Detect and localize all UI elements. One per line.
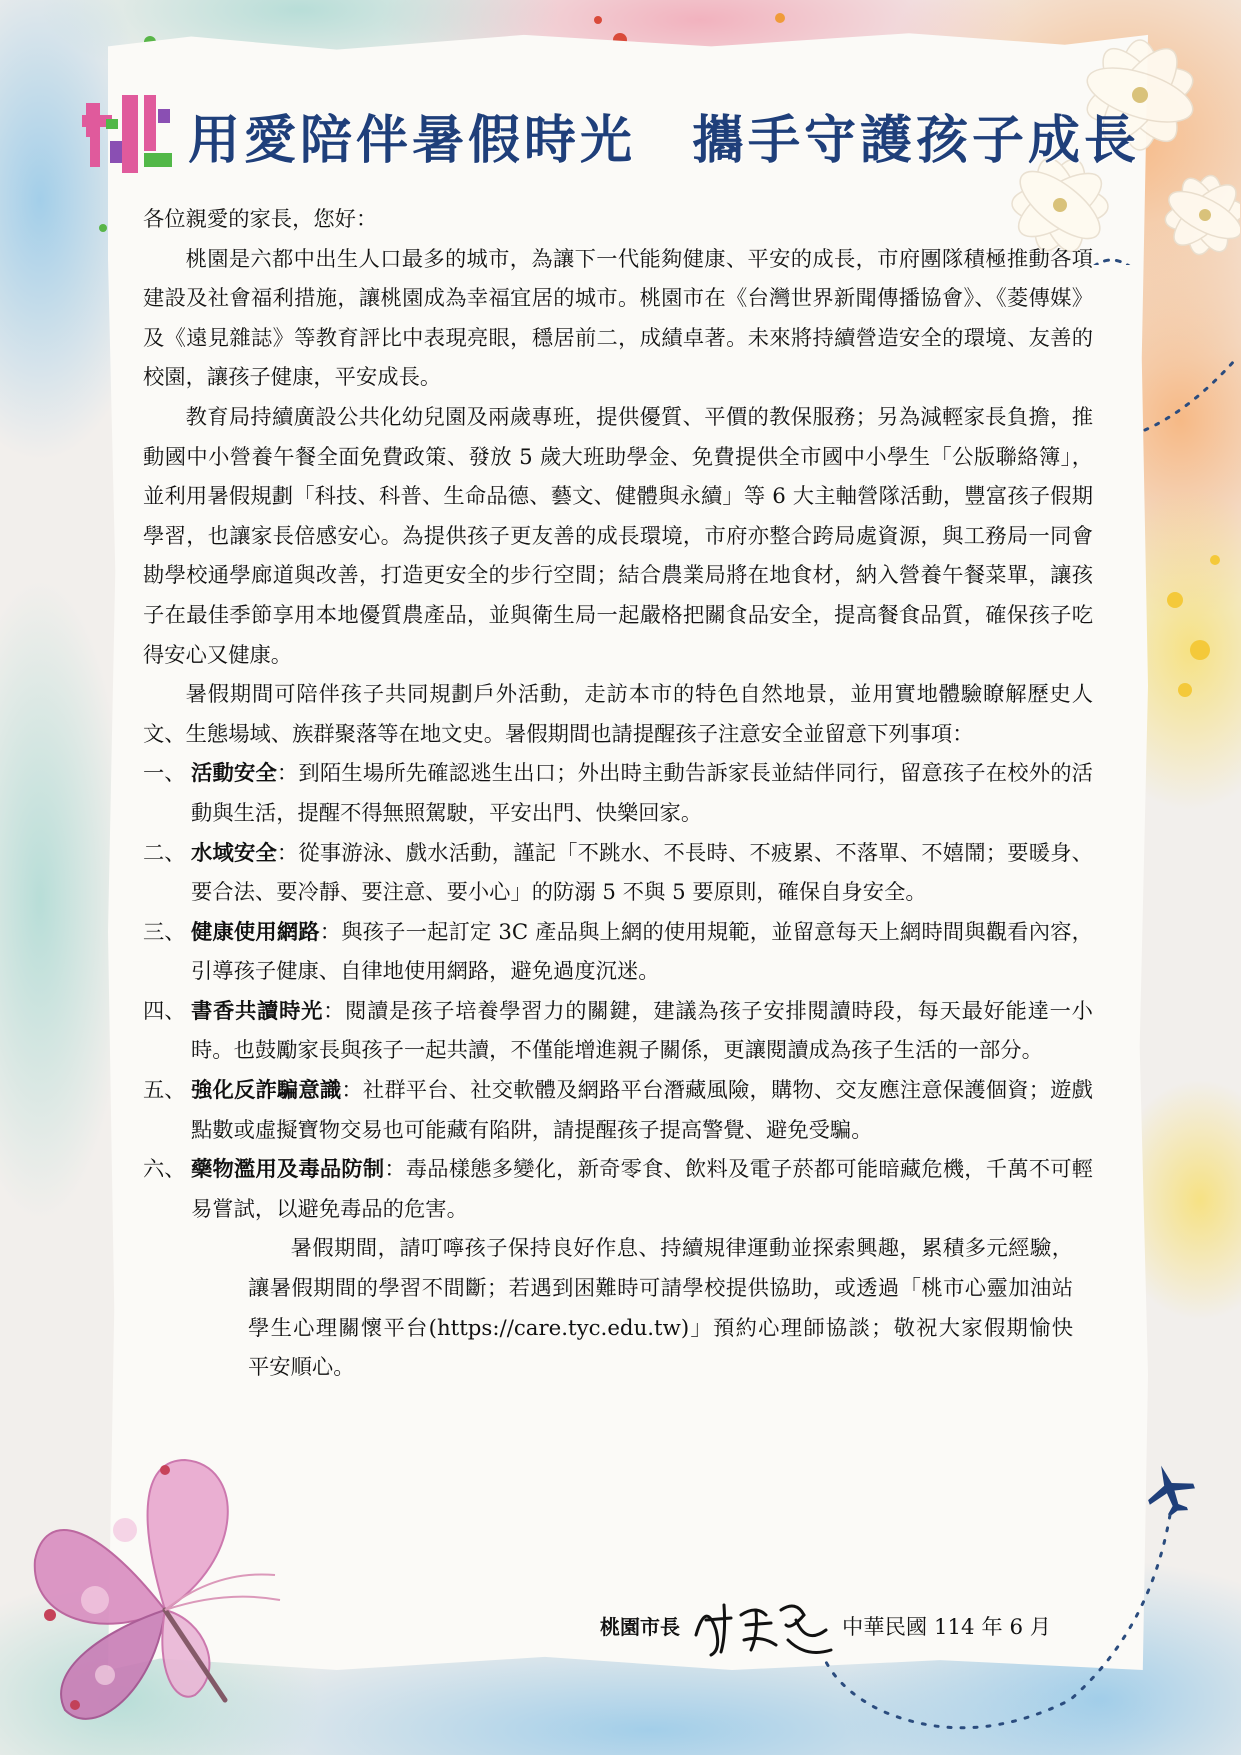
page-title: 用愛陪伴暑假時光 攜手守護孩子成長 [188, 110, 1141, 171]
item-text: ：從事游泳、戲水活動，謹記「不跳水、不長時、不疲累、不落單、不嬉鬧；要暖身、要合法、要冷靜、要注意、要小心」的防溺 5 不與 5 要原則，確保自身安全。 [191, 840, 1093, 906]
closing-section [248, 1229, 1095, 1387]
item-heading: 強化反詐騙意識 [191, 1078, 342, 1104]
paragraph-2: 教育局持續廣設公共化幼兒園及兩歲專班，提供優質、平價的教保服務；另為減輕家長負擔，推動國中小營養午餐全面免費政策、發放 5 歲大班助學金、免費提供全市國中小學生「公版聯絡簿」，並利用暑假規劃「科技、科普、生命品德、藝文、健體與永續」等 6 大主軸營隊活動，豐富孩子假期學習，也讓家長倍感安心。為提供孩子更友善的成長環境，市府亦整合跨局處資源，與工務局一同會勘學校通學廊道與改善，打造更安全的步行空間；結合農業局將在地食材，納入營養午餐菜單，讓孩子在最佳季節享用本地優質農產品，並與衛生局一起嚴格把關食品安全，提高餐食品質，確保孩子吃得安心又健康。 [143, 404, 1093, 668]
item-number: 四、 [143, 998, 186, 1024]
item-heading: 健康使用網路 [191, 919, 320, 945]
item-heading: 活動安全 [191, 761, 277, 787]
item-number: 三、 [143, 919, 186, 945]
item-number: 五、 [143, 1078, 186, 1104]
item-number: 二、 [143, 840, 186, 866]
date-text: 中華民國 114 年 6 月 [842, 1614, 1052, 1640]
list-item [143, 1071, 1093, 1150]
list-item [143, 754, 1093, 833]
closing-paragraph: 暑假期間，請叮嚀孩子保持良好作息、持續規律運動並探索興趣，累積多元經驗，讓暑假期間的學習不間斷；若遇到困難時可請學校提供協助，或透過「桃市心靈加油站學生心理關懷平台(https://care.tyc.edu.tw)」預約心理師協談；敬祝大家假期愉快 平安順心。 [248, 1236, 1095, 1381]
handwritten-signature [686, 1590, 836, 1660]
item-text: ：社群平台、社交軟體及網路平台潛藏風險，購物、交友應注意保護個資；遊戲點數或虛擬寶物交易也可能藏有陷阱，請提醒孩子提高警覺、避免受騙。 [191, 1078, 1093, 1143]
taoyuan-logo [82, 89, 174, 181]
item-text: ：閱讀是孩子培養學習力的關鍵，建議為孩子安排閱讀時段，每天最好能達一小時。也鼓勵家長與孩子一起共讀，不僅能增進親子關係，更讓閱讀成為孩子生活的一部分。 [191, 998, 1093, 1064]
list-item [143, 1150, 1093, 1229]
item-heading: 書香共讀時光 [191, 998, 324, 1024]
greeting: 各位親愛的家長，您好： [143, 207, 378, 232]
list-item [143, 913, 1093, 992]
item-text: ：毒品樣態多變化，新奇零食、飲料及電子菸都可能暗藏危機，千萬不可輕易嘗試，以避免毒品的危害。 [191, 1157, 1093, 1222]
paragraph-3: 暑假期間可陪伴孩子共同規劃戶外活動，走訪本市的特色自然地景，並用實地體驗瞭解歷史人文、生態場域、族群聚落等在地文史。暑假期間也請提醒孩子注意安全並留意下列事項： [143, 682, 1093, 747]
list-item [143, 834, 1093, 913]
letter-body [143, 200, 1093, 1388]
signature-row [600, 1595, 1100, 1655]
item-number: 一、 [143, 761, 186, 787]
item-number: 六、 [143, 1157, 186, 1183]
title-row [82, 85, 1162, 185]
butterfly-decoration [15, 1450, 315, 1740]
paragraph-1: 桃園是六都中出生人口最多的城市，為讓下一代能夠健康、平安的成長，市府團隊積極推動各項建設及社會福利措施，讓桃園成為幸福宜居的城市。桃園市在《台灣世界新聞傳播協會》、《菱傳媒》及《遠見雜誌》等教育評比中表現亮眼，穩居前二，成績卓著。未來將持續營造安全的環境、友善的校園，讓孩子健康，平安成長。 [143, 246, 1093, 391]
list-item [143, 992, 1093, 1071]
item-heading: 藥物濫用及毒品防制 [191, 1157, 385, 1183]
dotted-path-decoration [1140, 340, 1240, 460]
item-heading: 水域安全 [191, 840, 277, 866]
item-text: ：到陌生場所先確認逃生出口；外出時主動告訴家長並結伴同行，留意孩子在校外的活動與生活，提醒不得無照駕駛，平安出門、快樂回家。 [191, 761, 1093, 826]
mayor-label: 桃園市長 [600, 1614, 680, 1639]
item-text: ：與孩子一起訂定 3C 產品與上網的使用規範，並留意每天上網時間與觀看內容，引導孩子健康、自律地使用網路，避免過度沉迷。 [191, 919, 1093, 985]
